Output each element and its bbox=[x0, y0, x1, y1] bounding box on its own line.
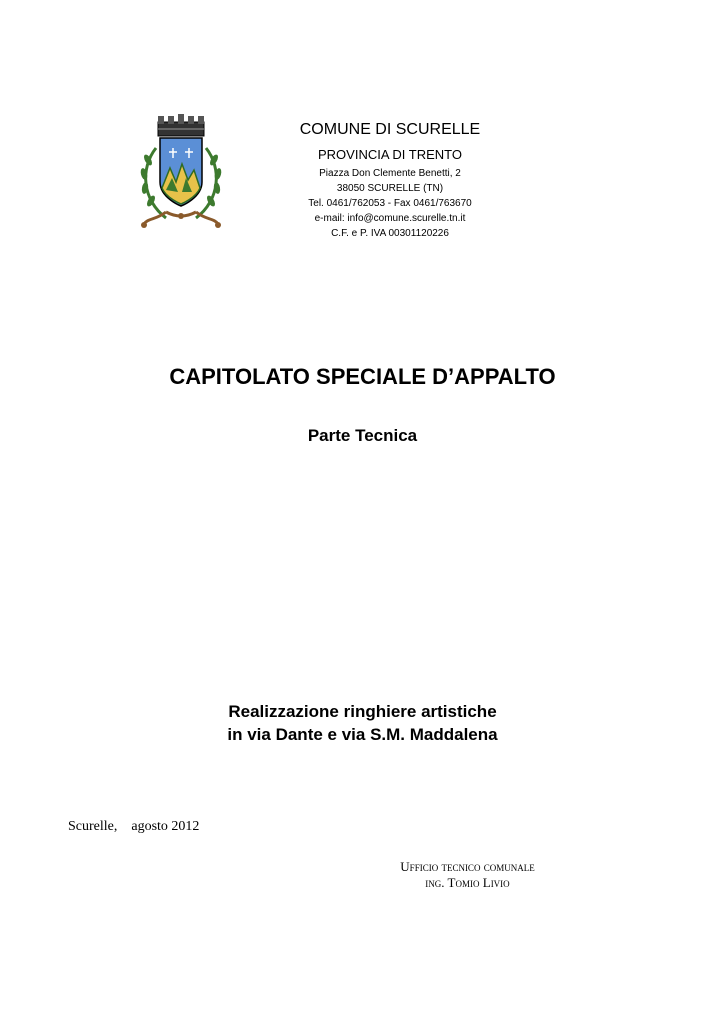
technical-office bbox=[370, 859, 565, 891]
email: e-mail: info@comune.scurelle.tn.it bbox=[314, 212, 466, 224]
province-name: PROVINCIA DI TRENTO bbox=[318, 147, 462, 163]
vat-number: C.F. e P. IVA 00301120226 bbox=[331, 227, 449, 239]
engineer-name: ing. Tomio Livio bbox=[425, 875, 510, 890]
document-title: CAPITOLATO SPECIALE D’APPALTO bbox=[169, 364, 556, 389]
place: Scurelle, bbox=[68, 819, 118, 834]
date: agosto 2012 bbox=[131, 819, 200, 834]
phone-fax: Tel. 0461/762053 - Fax 0461/763670 bbox=[308, 197, 472, 209]
document-subtitle: Parte Tecnica bbox=[307, 426, 418, 445]
project-line-2: in via Dante e via S.M. Maddalena bbox=[227, 725, 498, 744]
municipality-name: COMUNE DI SCURELLE bbox=[299, 121, 481, 138]
office-name: Ufficio tecnico comunale bbox=[400, 859, 535, 874]
place-date bbox=[68, 819, 199, 835]
project-description bbox=[0, 700, 725, 746]
address: Piazza Don Clemente Benetti, 2 bbox=[319, 167, 461, 179]
city: 38050 SCURELLE (TN) bbox=[336, 182, 444, 194]
municipality-header bbox=[272, 120, 508, 241]
project-line-1: Realizzazione ringhiere artistiche bbox=[228, 702, 497, 721]
coat-of-arms-icon bbox=[136, 108, 226, 236]
